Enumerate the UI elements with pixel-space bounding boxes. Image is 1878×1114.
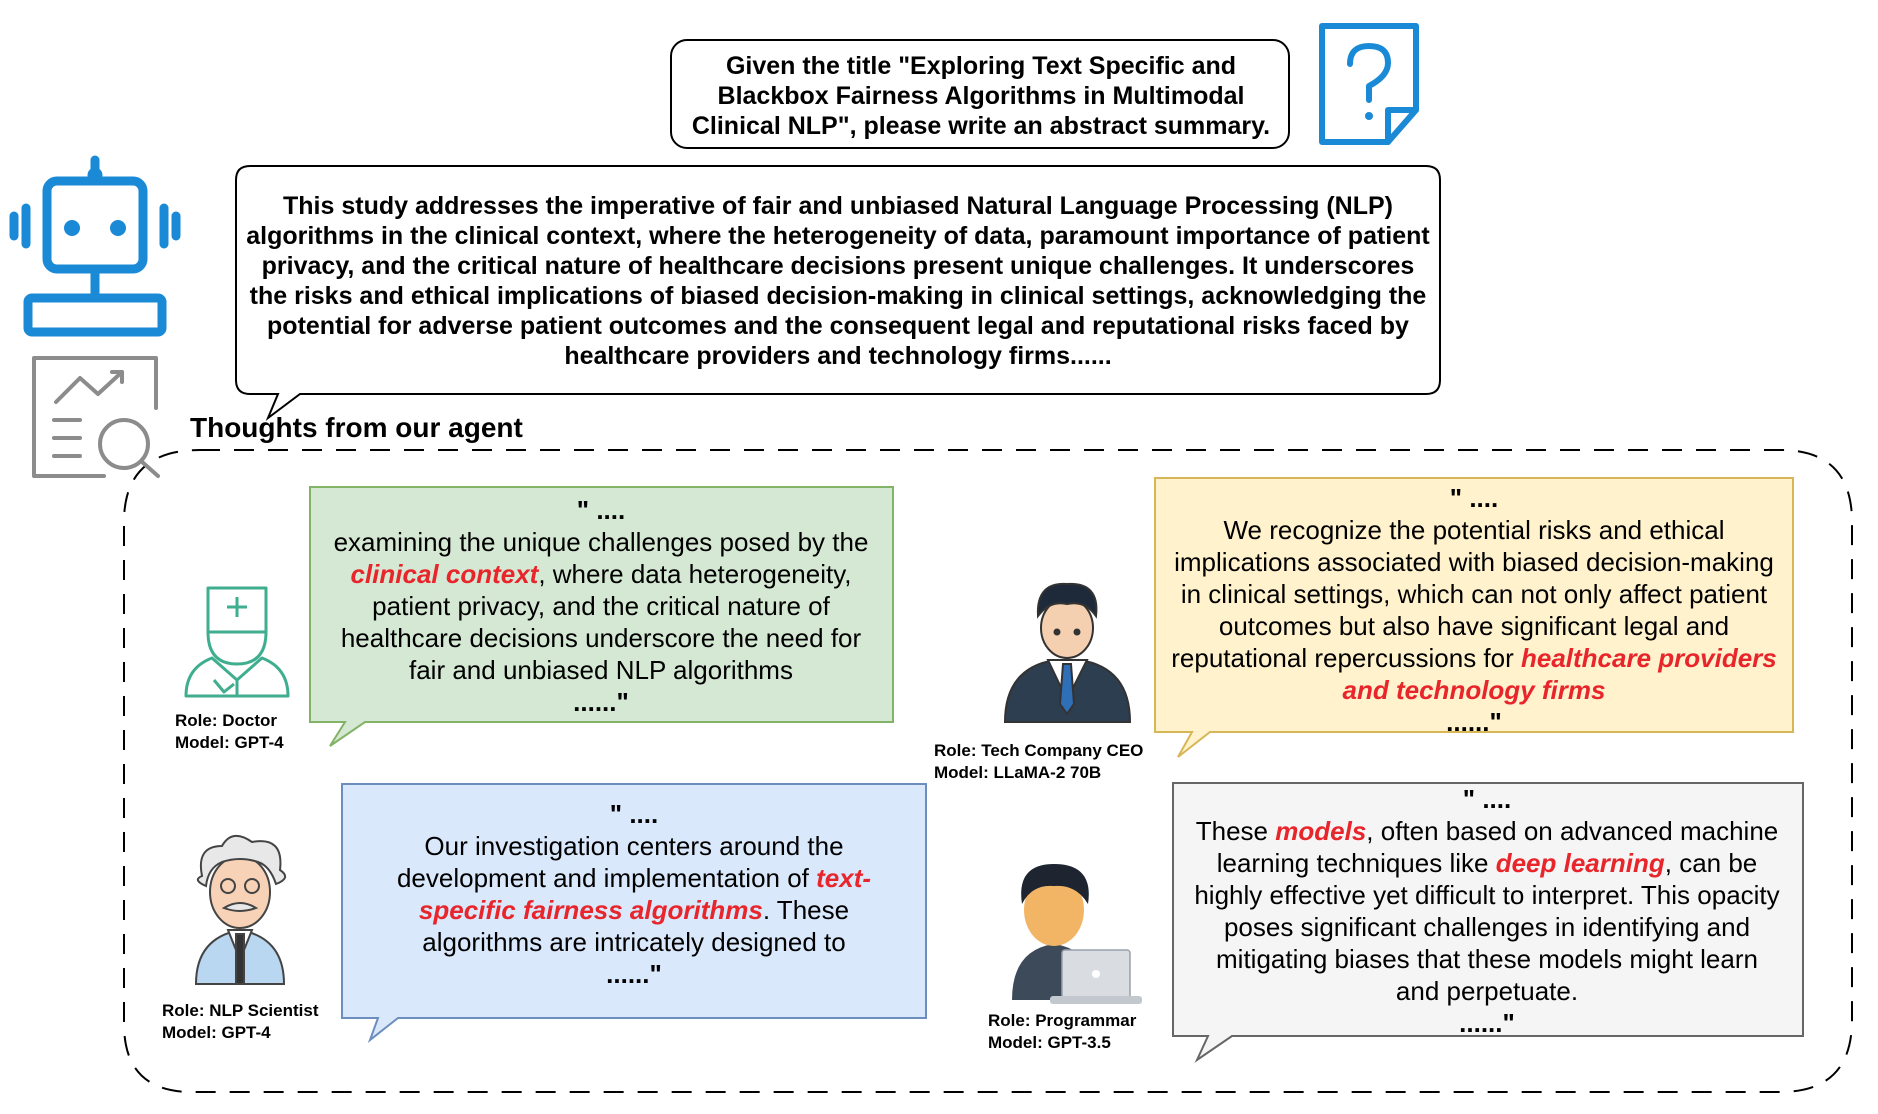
programmer-quote-text-2: , often based on advanced machine learning techniques like xyxy=(1216,816,1779,878)
programmer-quote-highlight-1: models xyxy=(1275,816,1367,846)
programmer-role xyxy=(988,1010,1136,1054)
programmer-quote-text-3: , can be highly effective yet difficult to interpret. This opacity poses significant challenges in identifying and mitigating biases that these models might learn and perpetuate. xyxy=(1194,848,1780,1006)
doctor-quote-open: " .... xyxy=(576,495,626,525)
ceo-role-label: Role: Tech Company CEO xyxy=(934,741,1144,760)
scientist-quote-text-1: Our investigation centers around the development and implementation of xyxy=(396,831,844,893)
doctor-quote-close: ......" xyxy=(573,687,629,717)
scientist-avatar xyxy=(196,836,285,984)
programmer-quote-highlight-2: deep learning xyxy=(1495,848,1665,878)
doctor-quote-text-1: examining the unique challenges posed by the xyxy=(333,527,869,557)
programmer-role-label: Role: Programmar xyxy=(988,1011,1137,1030)
doctor-quote xyxy=(328,494,874,718)
programmer-quote xyxy=(1192,783,1782,1039)
robot-eye-right xyxy=(110,220,126,236)
report-search-icon xyxy=(34,358,158,476)
ceo-model-label: Model: LLaMA-2 70B xyxy=(934,763,1102,782)
programmer-quote-text-1: These xyxy=(1195,816,1276,846)
scientist-quote-highlight: text-specific fairness algorithms xyxy=(418,863,872,925)
answer-text: This study addresses the imperative of fair and unbiased Natural Language Processing (NLP) algorithms in the clinical context, where the heterogeneity of data, paramount importance of patient privacy, and the critical nature of healthcare decisions present unique challenges. It underscores the risks and ethical implications of biased decision-making in clinical settings, acknowledging the potential for adverse patient outcomes and the consequent legal and reputational risks faced by healthcare providers and technology firms...... xyxy=(246,192,1430,370)
scientist-quote-text-2: . These algorithms are intricately designed to xyxy=(422,895,850,957)
programmer-model-label: Model: GPT-3.5 xyxy=(988,1033,1111,1052)
doctor-role-label: Role: Doctor xyxy=(175,711,277,730)
thoughts-title: Thoughts from our agent xyxy=(190,412,523,443)
question-text: Given the title "Exploring Text Specific and Blackbox Fairness Algorithms in Multimodal Clinical NLP", please write an abstract summary. xyxy=(691,52,1271,140)
doctor-quote-highlight: clinical context xyxy=(350,559,539,589)
ceo-quote-open: " .... xyxy=(1449,483,1499,513)
scientist-quote-open: " .... xyxy=(609,799,659,829)
ceo-role xyxy=(934,740,1143,784)
scientist-role xyxy=(162,1000,319,1044)
scientist-role-label: Role: NLP Scientist xyxy=(162,1001,319,1020)
scientist-quote xyxy=(372,798,896,990)
programmer-quote-close: ......" xyxy=(1459,1008,1515,1038)
question-dot xyxy=(1365,112,1373,120)
doctor-role xyxy=(175,710,284,754)
ceo-quote-highlight: healthcare providers and technology firms xyxy=(1342,643,1777,705)
ceo-quote xyxy=(1164,482,1784,738)
robot-icon xyxy=(14,160,176,332)
programmer-avatar xyxy=(1012,864,1142,1004)
question-doc-icon xyxy=(1322,26,1416,142)
doctor-avatar xyxy=(186,588,288,696)
doctor-model-label: Model: GPT-4 xyxy=(175,733,284,752)
ceo-quote-close: ......" xyxy=(1446,707,1502,737)
robot-eye-left xyxy=(64,220,80,236)
scientist-model-label: Model: GPT-4 xyxy=(162,1023,271,1042)
ceo-quote-text-1: We recognize the potential risks and ethical implications associated with biased decision-making in clinical settings, which can not only affect patient outcomes but also have significant legal and reputational repercussions for xyxy=(1171,515,1774,673)
programmer-quote-open: " .... xyxy=(1462,784,1512,814)
scientist-quote-close: ......" xyxy=(606,959,662,989)
ceo-avatar xyxy=(1005,584,1130,722)
doctor-quote-text-2: , where data heterogeneity, patient privacy, and the critical nature of healthcare decisions underscore the need for fair and unbiased NLP algorithms xyxy=(340,559,862,685)
